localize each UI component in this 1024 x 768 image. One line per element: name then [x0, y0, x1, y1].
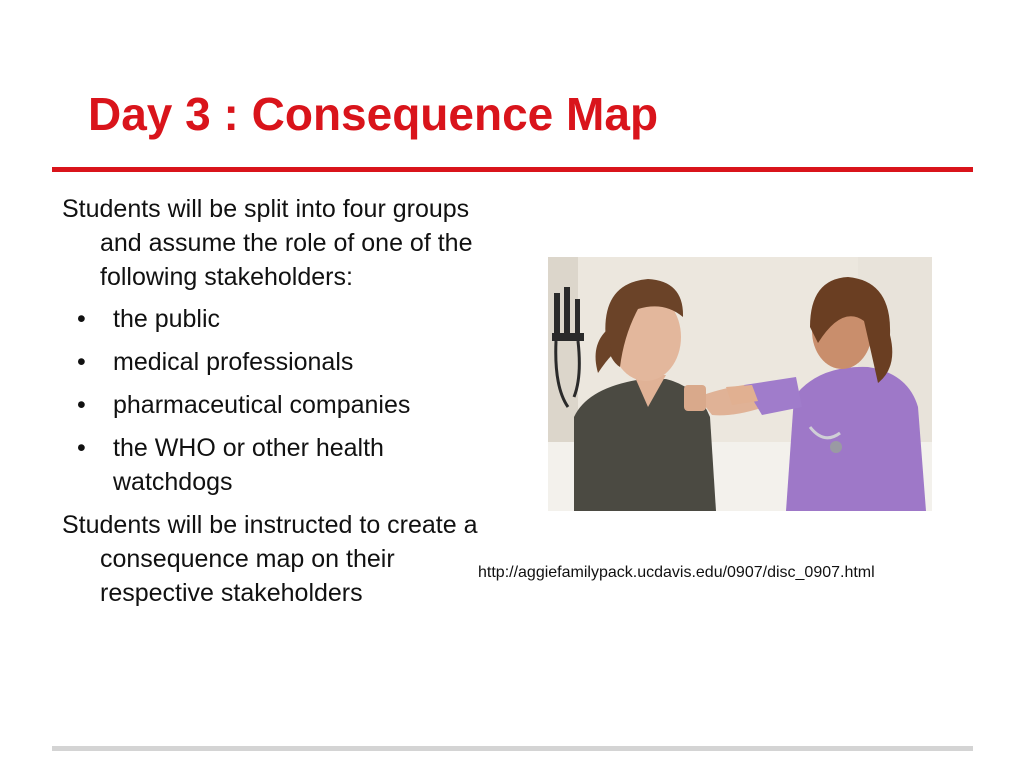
stakeholder-list	[62, 302, 492, 499]
vaccination-photo	[548, 257, 932, 511]
photo-source-caption: http://aggiefamilypack.ucdavis.edu/0907/disc_0907.html	[478, 564, 875, 581]
bullet-icon: •	[77, 348, 86, 376]
bullet-icon: •	[77, 391, 86, 419]
list-item	[62, 345, 492, 379]
title-divider	[52, 167, 973, 172]
list-item-text: pharmaceutical companies	[113, 391, 411, 419]
list-item-text: the WHO or other health watchdogs	[113, 434, 384, 496]
list-item	[62, 431, 492, 499]
slide-body	[62, 192, 492, 610]
list-item	[62, 388, 492, 422]
list-item	[62, 302, 492, 336]
list-item-text: the public	[113, 305, 221, 333]
bullet-icon: •	[77, 305, 86, 333]
list-item-text: medical professionals	[113, 348, 354, 376]
footer-divider	[52, 746, 973, 751]
bullet-icon: •	[77, 434, 86, 462]
slide-title: Day 3 : Consequence Map	[88, 88, 659, 140]
intro-paragraph: Students will be split into four groups and assume the role of one of the following stakeholders:	[62, 195, 473, 291]
closing-paragraph: Students will be instructed to create a consequence map on their respective stakeholders	[62, 511, 478, 607]
